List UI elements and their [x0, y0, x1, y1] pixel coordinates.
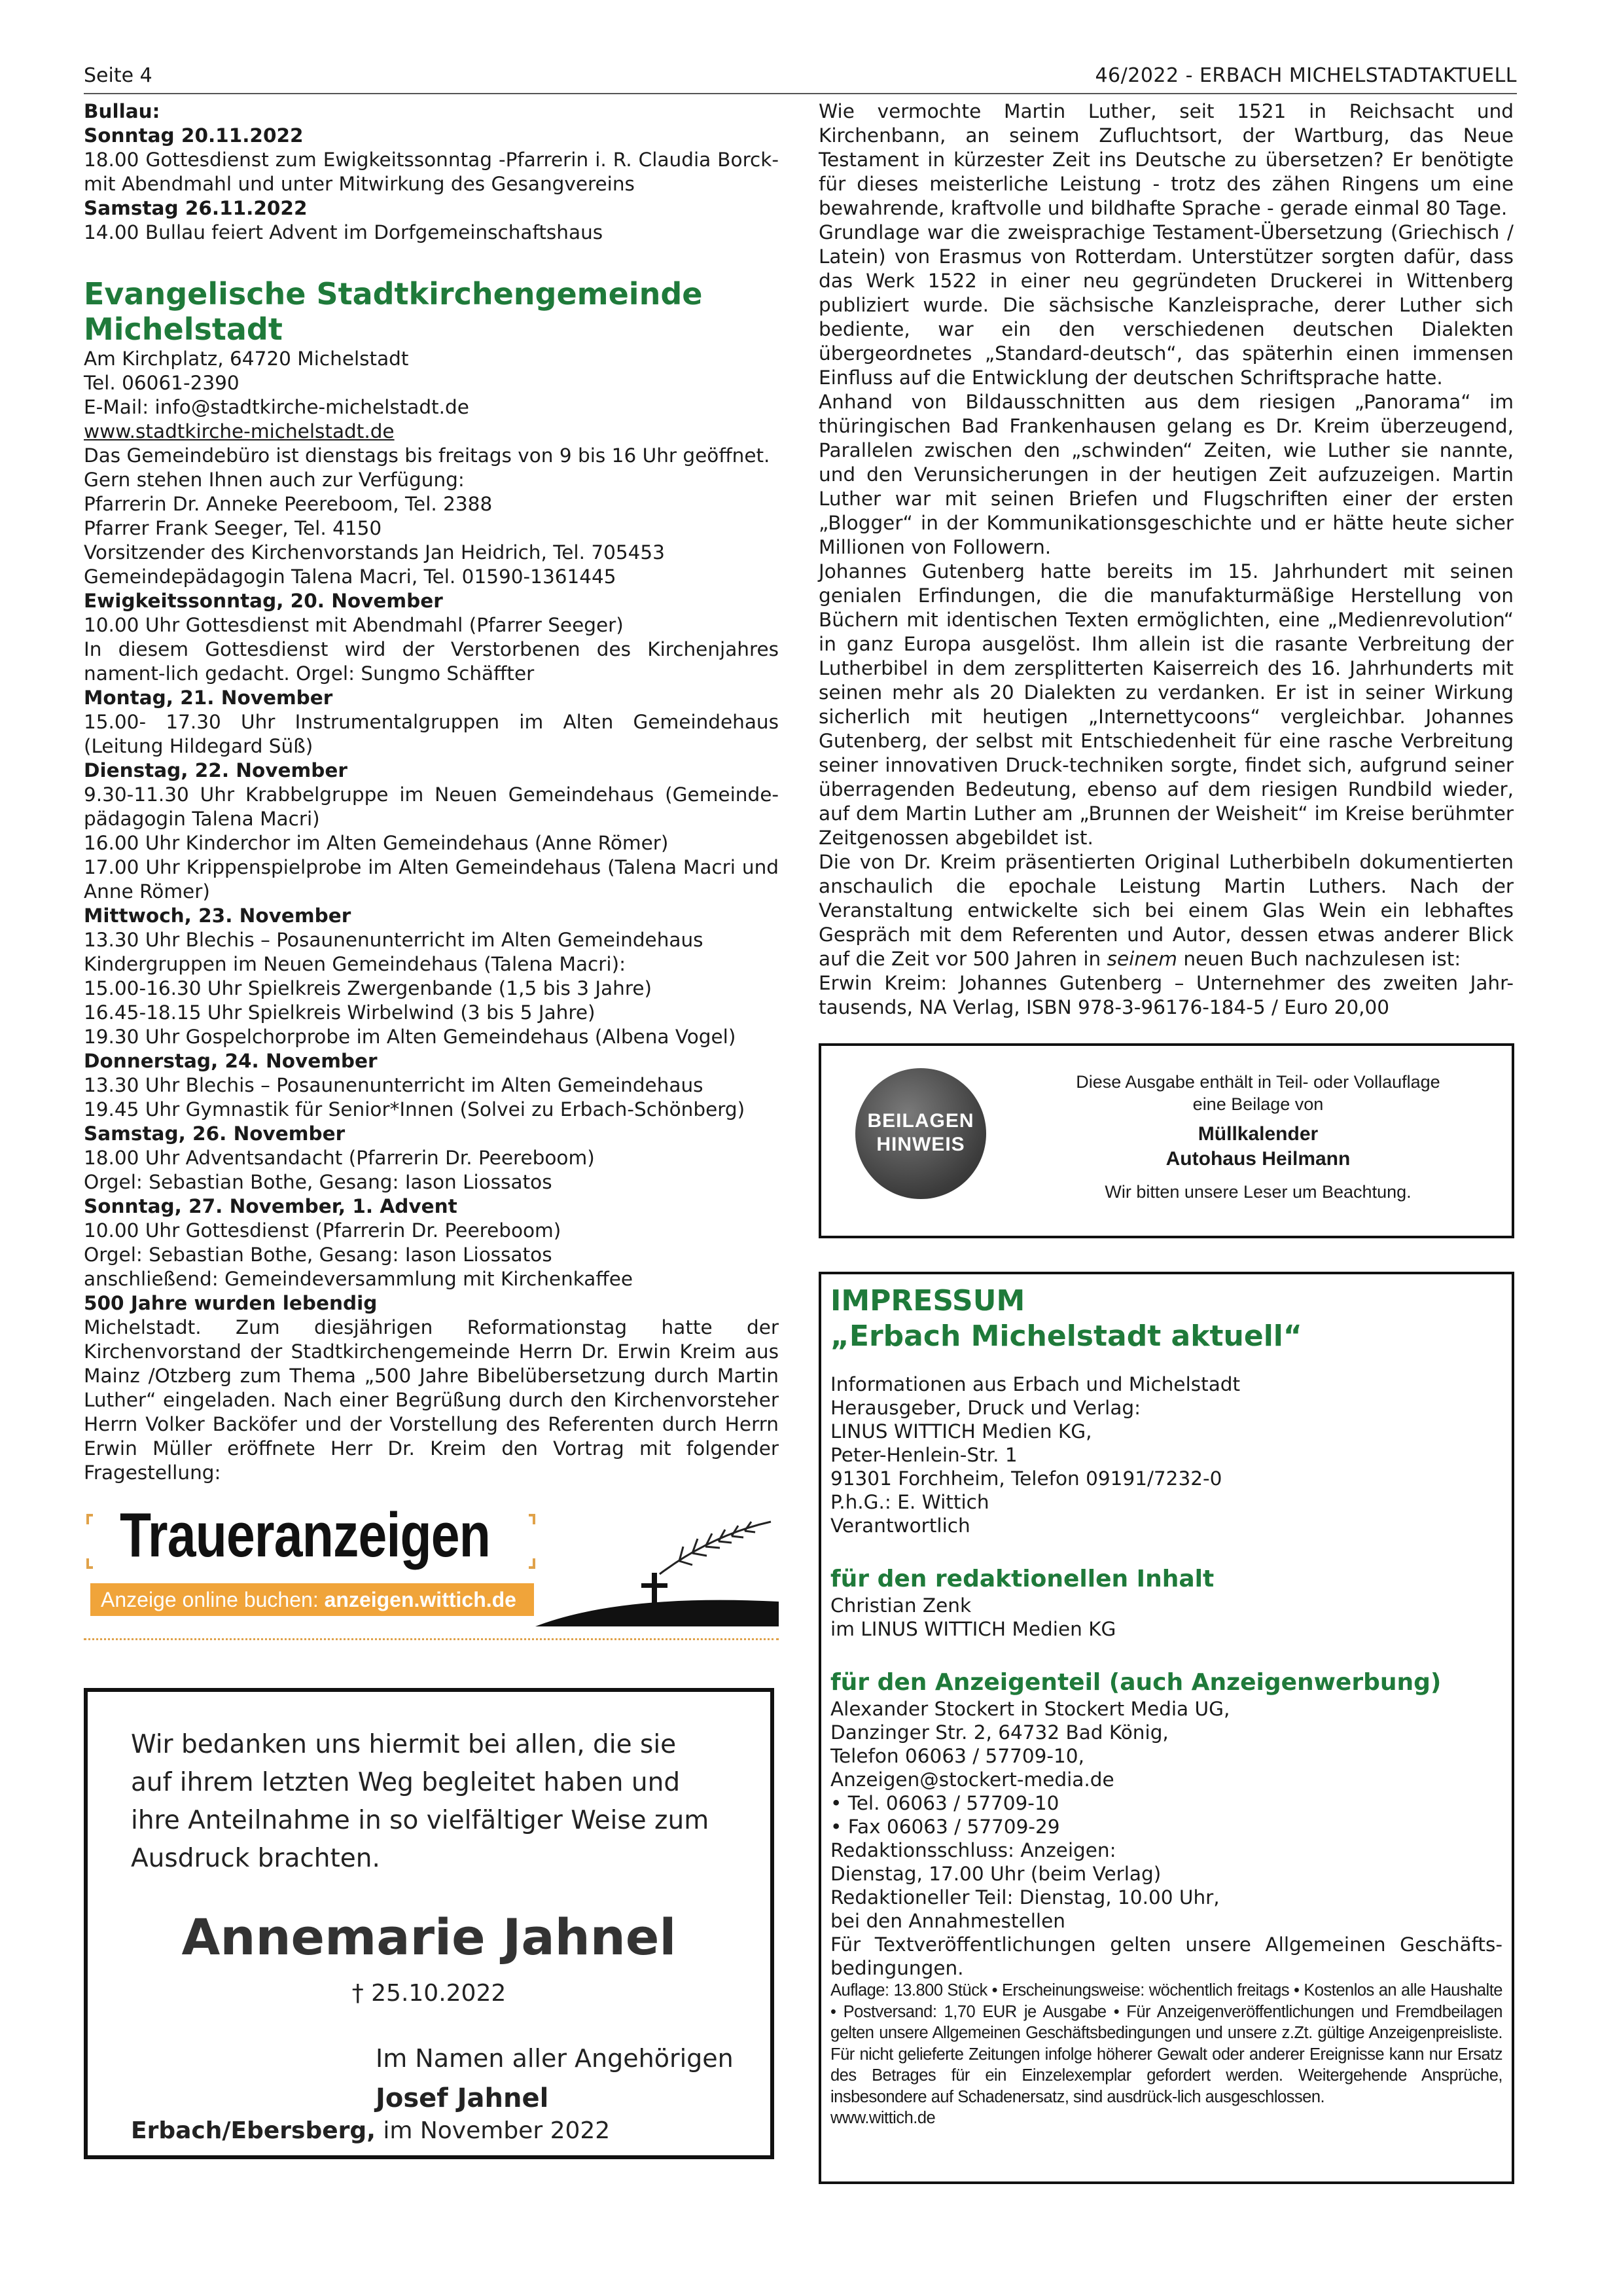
impressum-box [819, 1272, 1514, 2184]
office-hours: Das Gemeindebüro ist dienstags bis freitags von 9 bis 16 Uhr geöffnet. [84, 444, 770, 467]
event-line: 17.00 Uhr Krippenspielprobe im Alten Gemeindehaus (Talena Macri und Anne Römer) [84, 856, 779, 903]
supplement-item: Autohaus Heilmann [1165, 1148, 1351, 1170]
obituary-thanks: Wir bedanken uns hiermit bei allen, die sie auf ihrem letzten Weg begleitet haben und ihre Anteilnahme in so vielfältiger Weise zum Ausdruck brachten. [131, 1730, 709, 1873]
church-address: Am Kirchplatz, 64720 Michelstadt [84, 348, 409, 370]
supplement-item: Müllkalender [1198, 1123, 1319, 1145]
event-line: 16.00 Uhr Kinderchor im Alten Gemeindehaus (Anne Römer) [84, 832, 669, 854]
impressum-line: • Tel. 06063 / 57709-10 [830, 1792, 1059, 1814]
left-column [84, 99, 779, 1485]
event-line: anschließend: Gemeindeversammlung mit Kirchenkaffee [84, 1268, 633, 1290]
editorial-heading: für den redaktionellen Inhalt [830, 1566, 1215, 1592]
signer-name: Josef Jahnel [376, 2083, 549, 2113]
header-rule [84, 93, 1517, 94]
page-number: Seite 4 [84, 64, 152, 87]
event-line: 13.30 Uhr Blechis – Posaunenunterricht im Alten Gemeindehaus [84, 929, 703, 951]
book-ad-online-button[interactable] [90, 1583, 534, 1616]
impressum-subtitle: „Erbach Michelstadt aktuell“ [830, 1319, 1302, 1353]
impressum-line: Dienstag, 17.00 Uhr (beim Verlag) [830, 1863, 1162, 1885]
event-line: 19.45 Uhr Gymnastik für Senior*Innen (Solvei zu Erbach-Schönberg) [84, 1098, 745, 1121]
article-title: 500 Jahre wurden lebendig [84, 1292, 378, 1314]
impressum-line: P.h.G.: E. Wittich [830, 1491, 989, 1513]
church-phone: Tel. 06061-2390 [84, 372, 240, 394]
event-date: Mittwoch, 23. November [84, 905, 351, 927]
article-paragraph: Johannes Gutenberg hatte bereits im 15. Jahrhundert mit seinen genialen Erfindungen, die die manufakturmäßige Herstellung von Büchern mit identischen Texten ermöglichten, eine „Medienrevolution“ in ganz Europa ausgelöst. Ihm allein ist die rasante Verbreitung der Lutherbibel in dem zersplitterten Kaiserreich des 16. Jahrhunderts mit seinen mehr als 20 Dialekten zu verdanken. Er ist in seiner Wirkung sicherlich mit heutigen „Internettycoons“ vergleichbar. Johannes Gutenberg, der selbst mit Entschiedenheit für eine rasche Verbreitung seiner innovativen Druck-techniken sorgte, findet sich, aufgrund seiner überragenden Bedeutung, ebenso auf dem riesigen Rundbild wieder, auf dem Martin Luther am „Brunnen der Weisheit“ im Kreise berühmter Zeitgenossen abgebildet ist. [819, 560, 1514, 849]
bullau-date-1: Sonntag 20.11.2022 [84, 124, 304, 147]
impressum-line: Redaktionsschluss: Anzeigen: [830, 1839, 1116, 1861]
traueranzeigen-banner[interactable] [84, 1496, 779, 1646]
event-date: Donnerstag, 24. November [84, 1050, 378, 1072]
event-date: Montag, 21. November [84, 687, 333, 709]
death-date: † 25.10.2022 [351, 1980, 507, 2007]
bullau-text-1: 18.00 Gottesdienst zum Ewigkeitssonntag -Pfarrerin i. R. Claudia Borck-mit Abendmahl und unter Mitwirkung des Gesangvereins [84, 149, 779, 195]
event-line: Kindergruppen im Neuen Gemeindehaus (Talena Macri): [84, 953, 626, 975]
supplement-badge-icon [855, 1068, 986, 1199]
event-date: Dienstag, 22. November [84, 759, 347, 781]
article-intro: Michelstadt. Zum diesjährigen Reformationstag hatte der Kirchenvorstand der Stadtkirchengemeinde Herrn Dr. Erwin Kreim aus Mainz /Otzberg zum Thema „500 Jahre Bibelübersetzung durch Martin Luther“ eingeladen. Nach einer Begrüßung durch den Kirchenvorsteher Herrn Volker Backöfer und der Vorstellung des Referenten durch Herrn Erwin Müller eröffnete Herr Dr. Kreim den Vortrag mit folgender Fragestellung: [84, 1316, 779, 1484]
article-text: neuen Buch nachzulesen ist: [1183, 948, 1461, 970]
impressum-line: Herausgeber, Druck und Verlag: [830, 1397, 1141, 1419]
ads-heading: für den Anzeigenteil (auch Anzeigenwerbung) [830, 1669, 1442, 1696]
event-date: Ewigkeitssonntag, 20. November [84, 590, 443, 612]
event-line: 16.45-18.15 Uhr Spielkreis Wirbelwind (3 bis 5 Jahre) [84, 1001, 596, 1024]
church-website-link[interactable]: www.stadtkirche-michelstadt.de [84, 420, 395, 442]
obituary-notice [84, 1688, 774, 2159]
dotted-divider [84, 1638, 779, 1640]
impressum-small-print: Auflage: 13.800 Stück • Erscheinungsweise: wöchentlich freitags • Kostenlos an alle Haushalte • Postversand: 1,70 EUR je Ausgabe • Für Anzeigenveröffentlichungen und Fremdbeilagen gelten unsere Allgemeinen Geschäftsbedingungen und unsere z.Zt. gültige Anzeigenpreisliste. Für nicht gelieferte Zeitungen infolge höherer Gewalt oder anderer Ereignisse kann nur Ersatz des Betrages für ein Einzelexemplar gefordert werden. Weitergehende Ansprüche, insbesondere auf Schadenersatz, sind ausdrück-lich ausgeschlossen. [830, 1981, 1502, 2106]
impressum-line: Christian Zenk [830, 1594, 972, 1617]
impressum-line: Informationen aus Erbach und Michelstadt [830, 1373, 1241, 1395]
place-date [131, 2117, 610, 2144]
month: im November 2022 [383, 2117, 611, 2144]
supplement-intro-2: eine Beilage von [1192, 1094, 1324, 1114]
badge-line-1: BEILAGEN [867, 1110, 974, 1132]
event-line: Orgel: Sebastian Bothe, Gesang: Iason Liossatos [84, 1244, 552, 1266]
impressum-website-link[interactable]: www.wittich.de [830, 2109, 936, 2127]
article-paragraph: Wie vermochte Martin Luther, seit 1521 in Reichsacht und Kirchenbann, an seinem Zufluchtsort, der Wartburg, das Neue Testament in kürzester Zeit ins Deutsche zu übersetzen? Er benötigte für dieses meisterliche Leistung - trotz des zähen Ringens um eine bewahrende, kraftvolle und bildhafte Sprache - gerade einmal 80 Tage. [819, 100, 1514, 219]
supplement-notice [819, 1043, 1514, 1238]
supplement-intro-1: Diese Ausgabe enthält in Teil- oder Vollauflage [1076, 1072, 1440, 1092]
educator: Gemeindepädagogin Talena Macri, Tel. 01590-1361445 [84, 565, 616, 588]
right-column [819, 99, 1514, 1020]
impressum-line: bei den Annahmestellen [830, 1910, 1065, 1932]
church-heading: Evangelische Stadtkirchengemeinde Michelstadt [84, 276, 703, 347]
event-line: 19.30 Uhr Gospelchorprobe im Alten Gemeindehaus (Albena Vogel) [84, 1026, 736, 1048]
event-line: 15.00- 17.30 Uhr Instrumentalgruppen im Alten Gemeindehaus (Leitung Hildegard Süß) [84, 711, 779, 757]
article-text: Die von Dr. Kreim präsentierten Original Lutherbibeln dokumentierten anschaulich die epochale Leistung Martin Luthers. Nach der Veranstaltung entwickelte sich bei einem Glas Wein ein lebhaftes Gespräch mit dem Referenten und Autor, dessen etwas anderer Blick auf die Zeit vor 500 Jahren in [819, 851, 1514, 970]
article-paragraph [819, 850, 1514, 971]
article-emphasis: seinem [1107, 948, 1177, 970]
event-line: 18.00 Uhr Adventsandacht (Pfarrerin Dr. Peereboom) [84, 1147, 595, 1169]
bullau-text-2: 14.00 Bullau feiert Advent im Dorfgemeinschaftshaus [84, 221, 603, 243]
impressum-line: Alexander Stockert in Stockert Media UG, [830, 1698, 1230, 1720]
bullau-title: Bullau: [84, 100, 160, 122]
event-line: 9.30-11.30 Uhr Krabbelgruppe im Neuen Gemeindehaus (Gemeinde-pädagogin Talena Macri) [84, 783, 779, 830]
badge-line-2: HINWEIS [876, 1134, 965, 1155]
impressum-line: Telefon 06063 / 57709-10, [830, 1745, 1084, 1767]
event-line: 13.30 Uhr Blechis – Posaunenunterricht im Alten Gemeindehaus [84, 1074, 703, 1096]
board-chair: Vorsitzender des Kirchenvorstands Jan Heidrich, Tel. 705453 [84, 541, 665, 564]
event-line: 15.00-16.30 Uhr Spielkreis Zwergenbande (1,5 bis 3 Jahre) [84, 977, 652, 999]
impressum-line: Verantwortlich [830, 1515, 970, 1537]
available-text: Gern stehen Ihnen auch zur Verfügung: [84, 469, 465, 491]
book-reference: Erwin Kreim: Johannes Gutenberg – Unternehmer des zweiten Jahr-tausends, NA Verlag, ISBN 978-3-96176-184-5 / Euro 20,00 [819, 972, 1514, 1018]
impressum-line: Redaktioneller Teil: Dienstag, 10.00 Uhr, [830, 1886, 1220, 1909]
event-line: 10.00 Uhr Gottesdienst mit Abendmahl (Pfarrer Seeger) [84, 614, 624, 636]
supplement-text [1018, 1071, 1499, 1203]
supplement-note: Wir bitten unsere Leser um Beachtung. [1105, 1182, 1412, 1202]
impressum-line: • Fax 06063 / 57709-29 [830, 1816, 1060, 1838]
cta-prefix: Anzeige online buchen: [101, 1588, 319, 1611]
impressum-title: IMPRESSUM [830, 1284, 1025, 1318]
event-date: Sonntag, 27. November, 1. Advent [84, 1195, 457, 1217]
impressum-line: Danzinger Str. 2, 64732 Bad König, [830, 1721, 1169, 1744]
article-paragraph: Grundlage war die zweisprachige Testament-Übersetzung (Griechisch / Latein) von Erasmus von Rotterdam. Unterstützer sorgten dafür, dass das Werk 1522 in einer neu gegründeten Druckerei in Wittenberg publiziert wurde. Die sächsische Kanzleisprache, derer Luther sich bediente, war ein den verschiedenen deutschen Dialekten übergeordnetes „Standard-deutsch“, das späterhin einen immensen Einfluss auf die Entwicklung der deutschen Schriftsprache hatte. [819, 221, 1514, 389]
deceased-name: Annemarie Jahnel [181, 1908, 677, 1966]
church-email[interactable]: E-Mail: info@stadtkirche-michelstadt.de [84, 396, 469, 418]
relatives-line: Im Namen aller Angehörigen [376, 2044, 734, 2073]
impressum-line: 91301 Forchheim, Telefon 09191/7232-0 [830, 1467, 1222, 1490]
cta-link[interactable]: anzeigen.wittich.de [324, 1588, 516, 1611]
bullau-date-2: Samstag 26.11.2022 [84, 197, 308, 219]
pastor-2: Pfarrer Frank Seeger, Tel. 4150 [84, 517, 382, 539]
impressum-line: Peter-Henlein-Str. 1 [830, 1444, 1018, 1466]
impressum-email[interactable]: Anzeigen@stockert-media.de [830, 1768, 1114, 1791]
article-paragraph: Anhand von Bildausschnitten aus dem riesigen „Panorama“ im thüringischen Bad Frankenhausen gelang es Dr. Kreim überzeugend, Parallelen zwischen den „schwinden“ Zeiten, wie Luther sie nannte, und den Verunsicherungen in der heutigen Zeit aufzuzeigen. Martin Luther war mit seinen Briefen und Flugschriften einer der ersten „Blogger“ in der Kommunikationsgeschichte und er hätte heute sicher Millionen von Followern. [819, 391, 1514, 558]
event-date: Samstag, 26. November [84, 1122, 346, 1145]
place: Erbach/Ebersberg, [131, 2117, 376, 2144]
impressum-line: im LINUS WITTICH Medien KG [830, 1618, 1116, 1640]
impressum-line: LINUS WITTICH Medien KG, [830, 1420, 1092, 1443]
pastor-1: Pfarrerin Dr. Anneke Peereboom, Tel. 2388 [84, 493, 493, 515]
traueranzeigen-title: Traueranzeigen [120, 1500, 491, 1570]
event-line: In diesem Gottesdienst wird der Verstorbenen des Kirchenjahres nament-lich gedacht. Orgel: Sungmo Schäffter [84, 638, 779, 685]
event-line: Orgel: Sebastian Bothe, Gesang: Iason Liossatos [84, 1171, 552, 1193]
issue-label: 46/2022 - ERBACH MICHELSTADTAKTUELL [1095, 64, 1517, 87]
impressum-line: Für Textveröffentlichungen gelten unsere Allgemeinen Geschäfts-bedingungen. [830, 1933, 1502, 1979]
event-line: 10.00 Uhr Gottesdienst (Pfarrerin Dr. Peereboom) [84, 1219, 561, 1242]
